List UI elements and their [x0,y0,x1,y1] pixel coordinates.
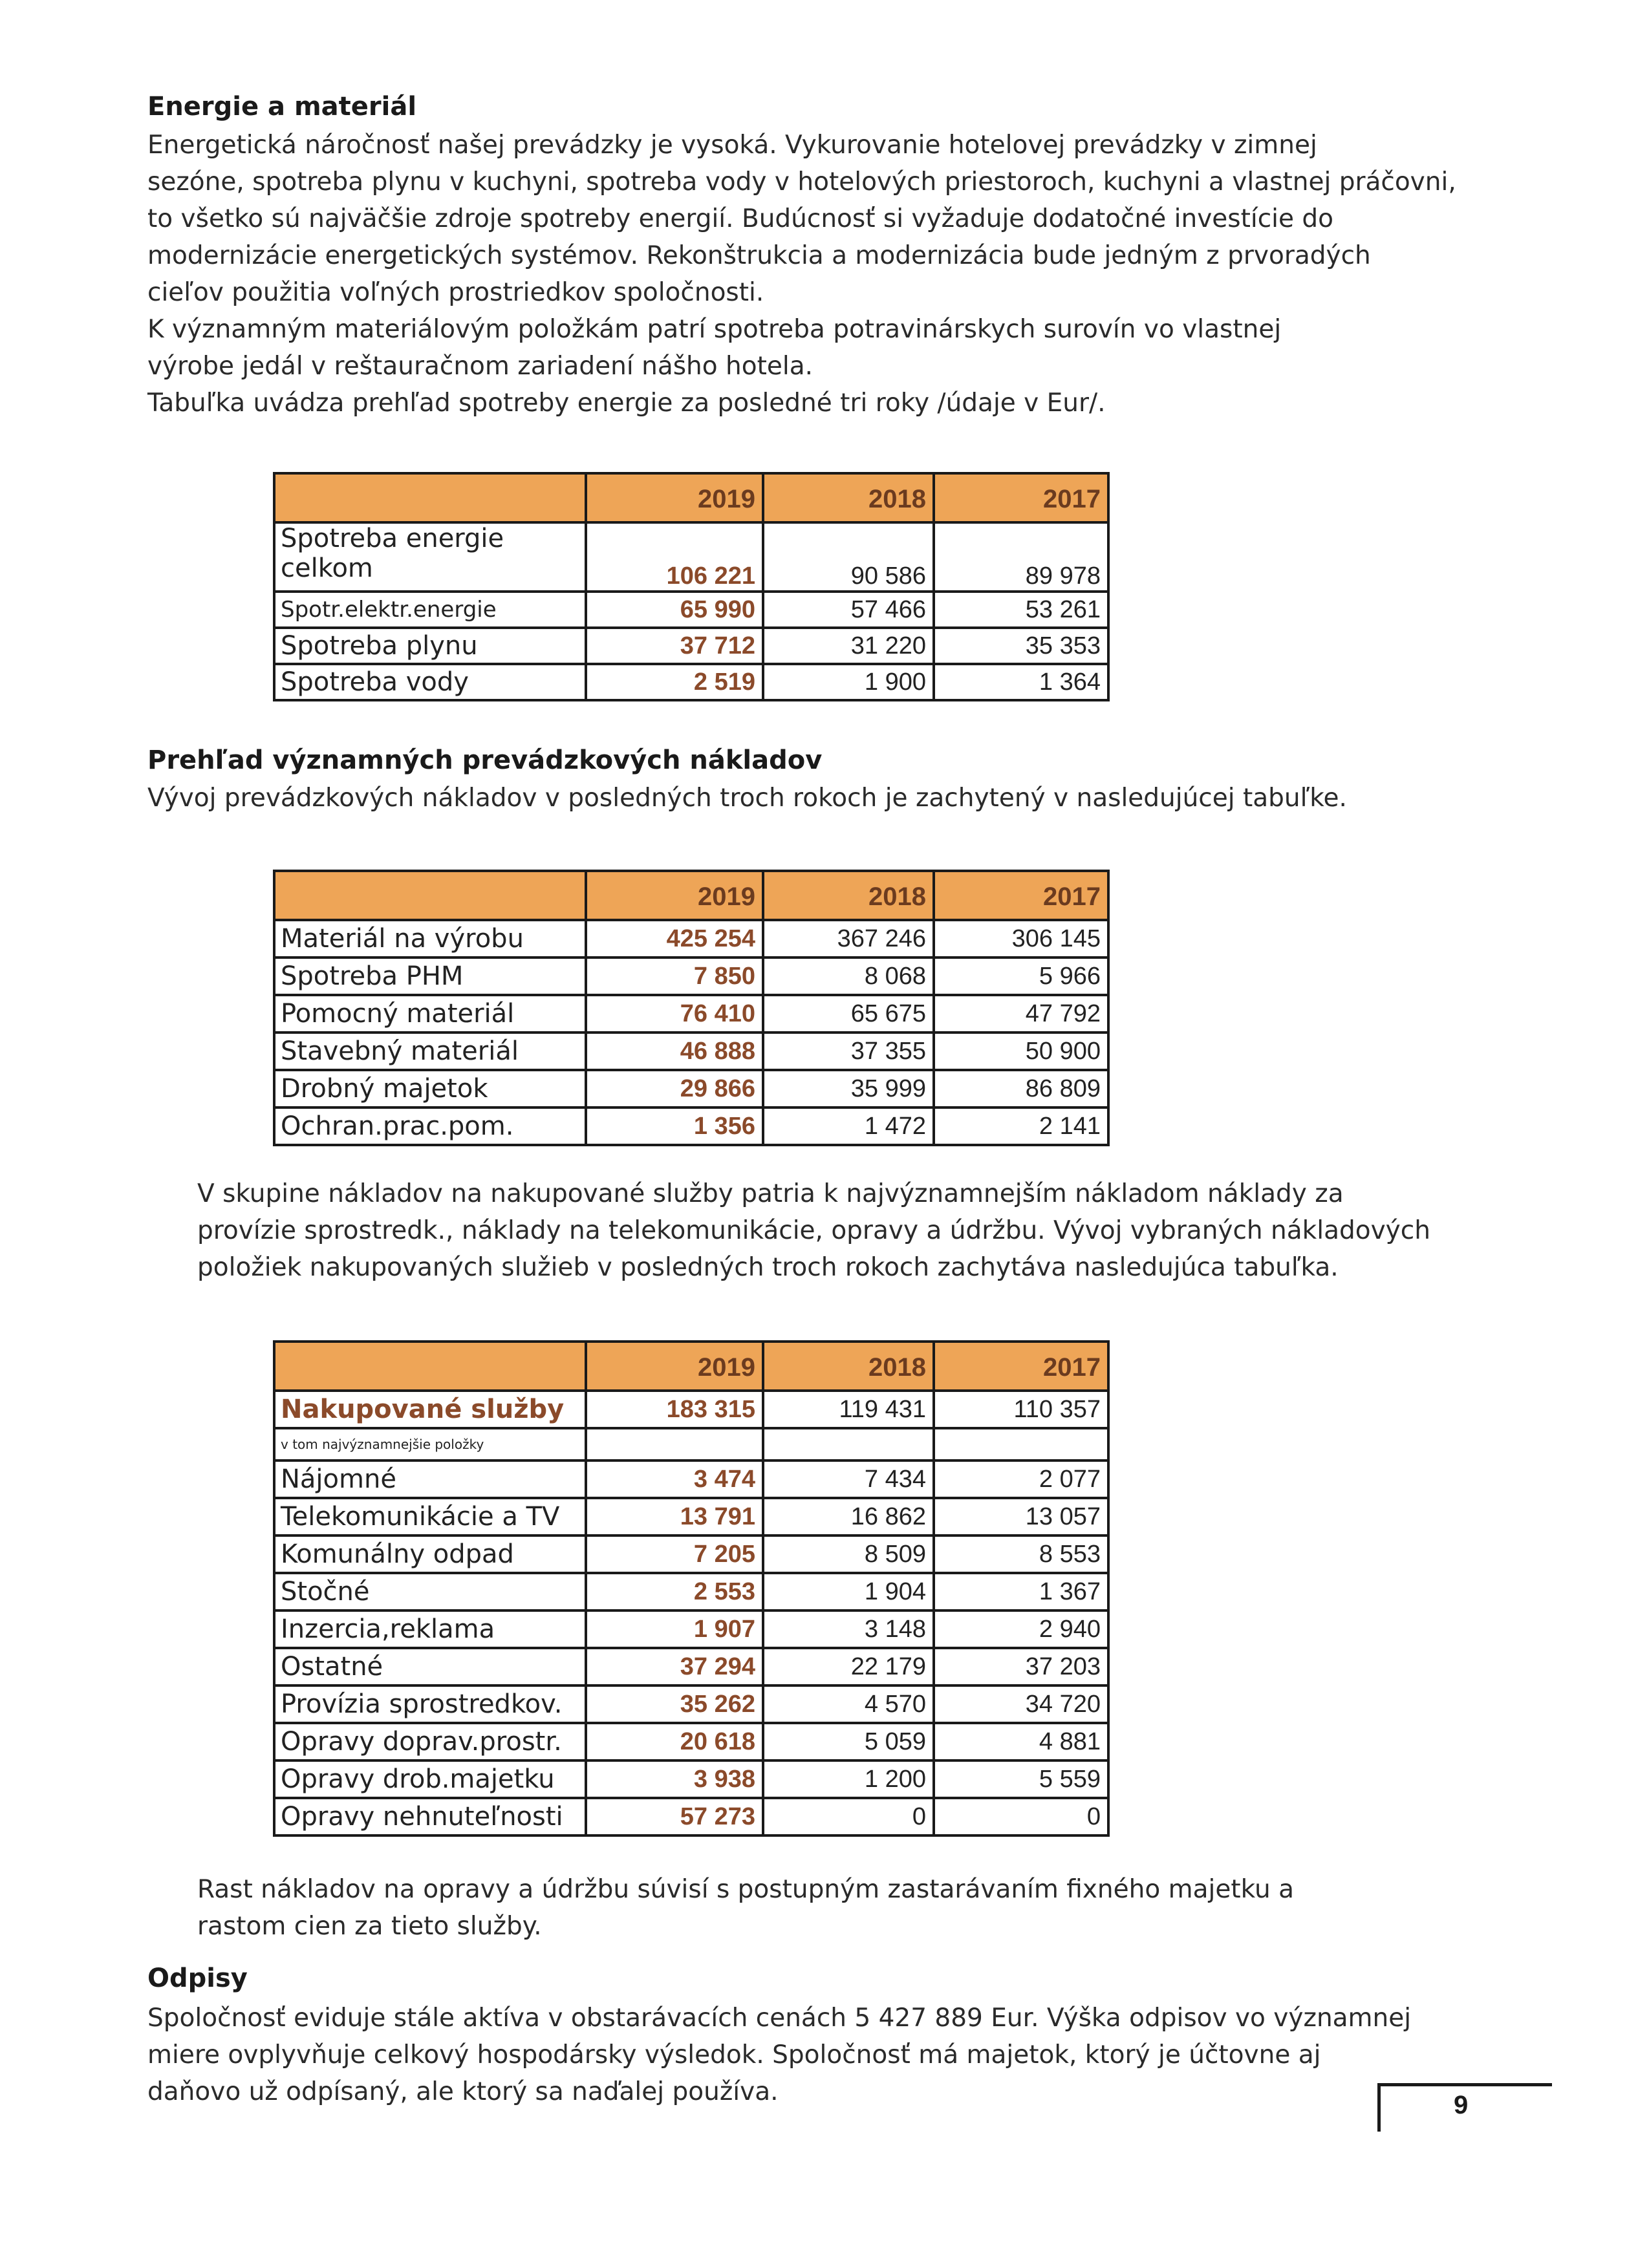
value-2018: 119 431 [763,1391,934,1428]
row-label: Spotreba energie celkom [274,522,586,592]
row-label: Spotreba vody [274,664,586,700]
text-line: miere ovplyvňuje celkový hospodársky výsledok. Spoločnosť má majetok, ktorý je účtovne aj [147,2040,1321,2070]
table-row [274,1535,1108,1573]
value-2017: 86 809 [934,1070,1108,1107]
empty-cell [934,1428,1108,1460]
energy-paragraph [147,127,1456,422]
row-label: Nakupované služby [274,1391,586,1428]
year-header: 2018 [763,473,934,522]
energy-table [273,472,1110,701]
value-2018: 0 [763,1798,934,1835]
value-2019: 57 273 [586,1798,763,1835]
empty-cell [586,1428,763,1460]
depreciation-paragraph [147,2000,1411,2110]
table-row [274,1685,1108,1723]
value-2017: 0 [934,1798,1108,1835]
subheader-row [274,1428,1108,1460]
value-2019: 3 938 [586,1760,763,1798]
value-2017: 13 057 [934,1498,1108,1535]
page-number-rule [1377,2083,1552,2086]
value-2017: 1 367 [934,1573,1108,1610]
row-label: Telekomunikácie a TV [274,1498,586,1535]
value-2019: 3 474 [586,1460,763,1498]
section-heading-depreciation: Odpisy [147,1963,248,1993]
table-row [274,957,1108,995]
value-2019: 37 712 [586,628,763,664]
text-line: výrobe jedál v reštauračnom zariadení nášho hotela. [147,352,814,381]
text-line: to všetko sú najväčšie zdroje spotreby energií. Budúcnosť si vyžaduje dodatočné investície do [147,204,1334,233]
text-line: Vývoj prevádzkových nákladov v posledných troch rokoch je zachytený v nasledujúcej tabuľke. [147,784,1347,813]
value-2018: 65 675 [763,995,934,1032]
value-2019: 183 315 [586,1391,763,1428]
value-2019: 425 254 [586,920,763,957]
value-2019: 7 850 [586,957,763,995]
value-2017: 50 900 [934,1032,1108,1070]
text-line: položiek nakupovaných služieb v posledných troch rokoch zachytáva nasledujúca tabuľka. [197,1253,1339,1282]
section-heading-energy: Energie a materiál [147,92,417,122]
row-label: Ochran.prac.pom. [274,1107,586,1145]
value-2018: 7 434 [763,1460,934,1498]
table-row [274,1798,1108,1835]
value-2017: 2 940 [934,1610,1108,1648]
value-2017: 2 141 [934,1107,1108,1145]
row-label: Provízia sprostredkov. [274,1685,586,1723]
table-row [274,995,1108,1032]
row-label: Ostatné [274,1648,586,1685]
text-line: sezóne, spotreba plynu v kuchyni, spotreba vody v hotelových priestoroch, kuchyni a vlastnej práčovni, [147,167,1456,197]
value-2018: 1 472 [763,1107,934,1145]
header-blank [274,871,586,920]
text-line: provízie sprostredk., náklady na telekomunikácie, opravy a údržbu. Vývoj vybraných nákladových [197,1216,1430,1245]
text-line: K významným materiálovým položkám patrí spotreba potravinárskych surovín vo vlastnej [147,315,1282,344]
row-label: Spotreba PHM [274,957,586,995]
table-row [274,1648,1108,1685]
value-2017: 4 881 [934,1723,1108,1760]
value-2018: 31 220 [763,628,934,664]
value-2018: 16 862 [763,1498,934,1535]
table-row [274,522,1108,592]
table-row [274,664,1108,700]
year-header: 2018 [763,871,934,920]
row-label: Komunálny odpad [274,1535,586,1573]
table-row [274,628,1108,664]
row-label: Spotr.elektr.energie [274,592,586,628]
text-line: Tabuľka uvádza prehľad spotreby energie za posledné tri roky /údaje v Eur/. [147,389,1106,418]
row-label: Drobný majetok [274,1070,586,1107]
table-row [274,1107,1108,1145]
text-line: cieľov použitia voľných prostriedkov spoločnosti. [147,278,764,307]
value-2018: 8 509 [763,1535,934,1573]
value-2017: 110 357 [934,1391,1108,1428]
value-2017: 5 966 [934,957,1108,995]
value-2017: 5 559 [934,1760,1108,1798]
value-2018: 367 246 [763,920,934,957]
value-2019: 1 356 [586,1107,763,1145]
repairs-paragraph [197,1871,1294,1945]
row-label: Opravy drob.majetku [274,1760,586,1798]
total-row [274,1391,1108,1428]
value-2018: 37 355 [763,1032,934,1070]
row-label: Opravy nehnuteľnosti [274,1798,586,1835]
row-label: Inzercia,reklama [274,1610,586,1648]
services-paragraph [197,1175,1430,1286]
header-blank [274,473,586,522]
row-label: Nájomné [274,1460,586,1498]
value-2019: 7 205 [586,1535,763,1573]
table-row [274,1610,1108,1648]
value-2017: 306 145 [934,920,1108,957]
value-2018: 1 900 [763,664,934,700]
value-2019: 106 221 [586,522,763,592]
value-2018: 35 999 [763,1070,934,1107]
table-row [274,1070,1108,1107]
value-2019: 35 262 [586,1685,763,1723]
year-header: 2019 [586,1342,763,1391]
value-2017: 1 364 [934,664,1108,700]
value-2019: 2 519 [586,664,763,700]
page-number-box [1377,2083,1552,2132]
purchased-services-table [273,1340,1110,1837]
row-label: Pomocný materiál [274,995,586,1032]
value-2019: 13 791 [586,1498,763,1535]
text-line: rastom cien za tieto služby. [197,1912,542,1941]
table-row [274,592,1108,628]
table-row [274,1460,1108,1498]
value-2019: 29 866 [586,1070,763,1107]
text-line: V skupine nákladov na nakupované služby patria k najvýznamnejším nákladom náklady za [197,1179,1344,1208]
value-2018: 90 586 [763,522,934,592]
text-line: Rast nákladov na opravy a údržbu súvisí s postupným zastarávaním fixného majetku a [197,1875,1295,1904]
row-label: Materiál na výrobu [274,920,586,957]
value-2018: 57 466 [763,592,934,628]
year-header: 2019 [586,871,763,920]
text-line: Energetická náročnosť našej prevádzky je vysoká. Vykurovanie hotelovej prevádzky v zimnej [147,131,1317,160]
value-2017: 47 792 [934,995,1108,1032]
table-header-row [274,473,1108,522]
value-2017: 89 978 [934,522,1108,592]
empty-cell [763,1428,934,1460]
table-header-row [274,871,1108,920]
value-2017: 8 553 [934,1535,1108,1573]
costs-paragraph [147,780,1347,817]
value-2017: 2 077 [934,1460,1108,1498]
table-row [274,1723,1108,1760]
page-number-rule [1377,2083,1381,2132]
table-row [274,920,1108,957]
value-2018: 3 148 [763,1610,934,1648]
value-2017: 34 720 [934,1685,1108,1723]
subheader-label: v tom najvýznamnejšie položky [274,1428,586,1460]
text-line: modernizácie energetických systémov. Rekonštrukcia a modernizácia bude jedným z prvoradých [147,241,1371,270]
value-2018: 22 179 [763,1648,934,1685]
value-2018: 5 059 [763,1723,934,1760]
row-label: Stočné [274,1573,586,1610]
table-row [274,1032,1108,1070]
value-2019: 46 888 [586,1032,763,1070]
operating-costs-table [273,870,1110,1146]
year-header: 2017 [934,473,1108,522]
header-blank [274,1342,586,1391]
row-label: Stavebný materiál [274,1032,586,1070]
table-row [274,1760,1108,1798]
table-row [274,1573,1108,1610]
year-header: 2018 [763,1342,934,1391]
text-line: daňovo už odpísaný, ale ktorý sa naďalej používa. [147,2077,779,2106]
row-label: Spotreba plynu [274,628,586,664]
value-2018: 8 068 [763,957,934,995]
value-2018: 1 904 [763,1573,934,1610]
value-2018: 1 200 [763,1760,934,1798]
value-2018: 4 570 [763,1685,934,1723]
value-2019: 65 990 [586,592,763,628]
value-2017: 35 353 [934,628,1108,664]
value-2019: 20 618 [586,1723,763,1760]
value-2017: 53 261 [934,592,1108,628]
year-header: 2019 [586,473,763,522]
section-heading-costs: Prehľad významných prevádzkových nákladov [147,745,823,775]
value-2019: 76 410 [586,995,763,1032]
year-header: 2017 [934,871,1108,920]
value-2017: 37 203 [934,1648,1108,1685]
table-header-row [274,1342,1108,1391]
year-header: 2017 [934,1342,1108,1391]
page-number: 9 [1454,2091,1469,2119]
row-label: Opravy doprav.prostr. [274,1723,586,1760]
table-row [274,1498,1108,1535]
text-line: Spoločnosť eviduje stále aktíva v obstarávacích cenách 5 427 889 Eur. Výška odpisov vo významnej [147,2004,1412,2033]
value-2019: 37 294 [586,1648,763,1685]
value-2019: 1 907 [586,1610,763,1648]
value-2019: 2 553 [586,1573,763,1610]
